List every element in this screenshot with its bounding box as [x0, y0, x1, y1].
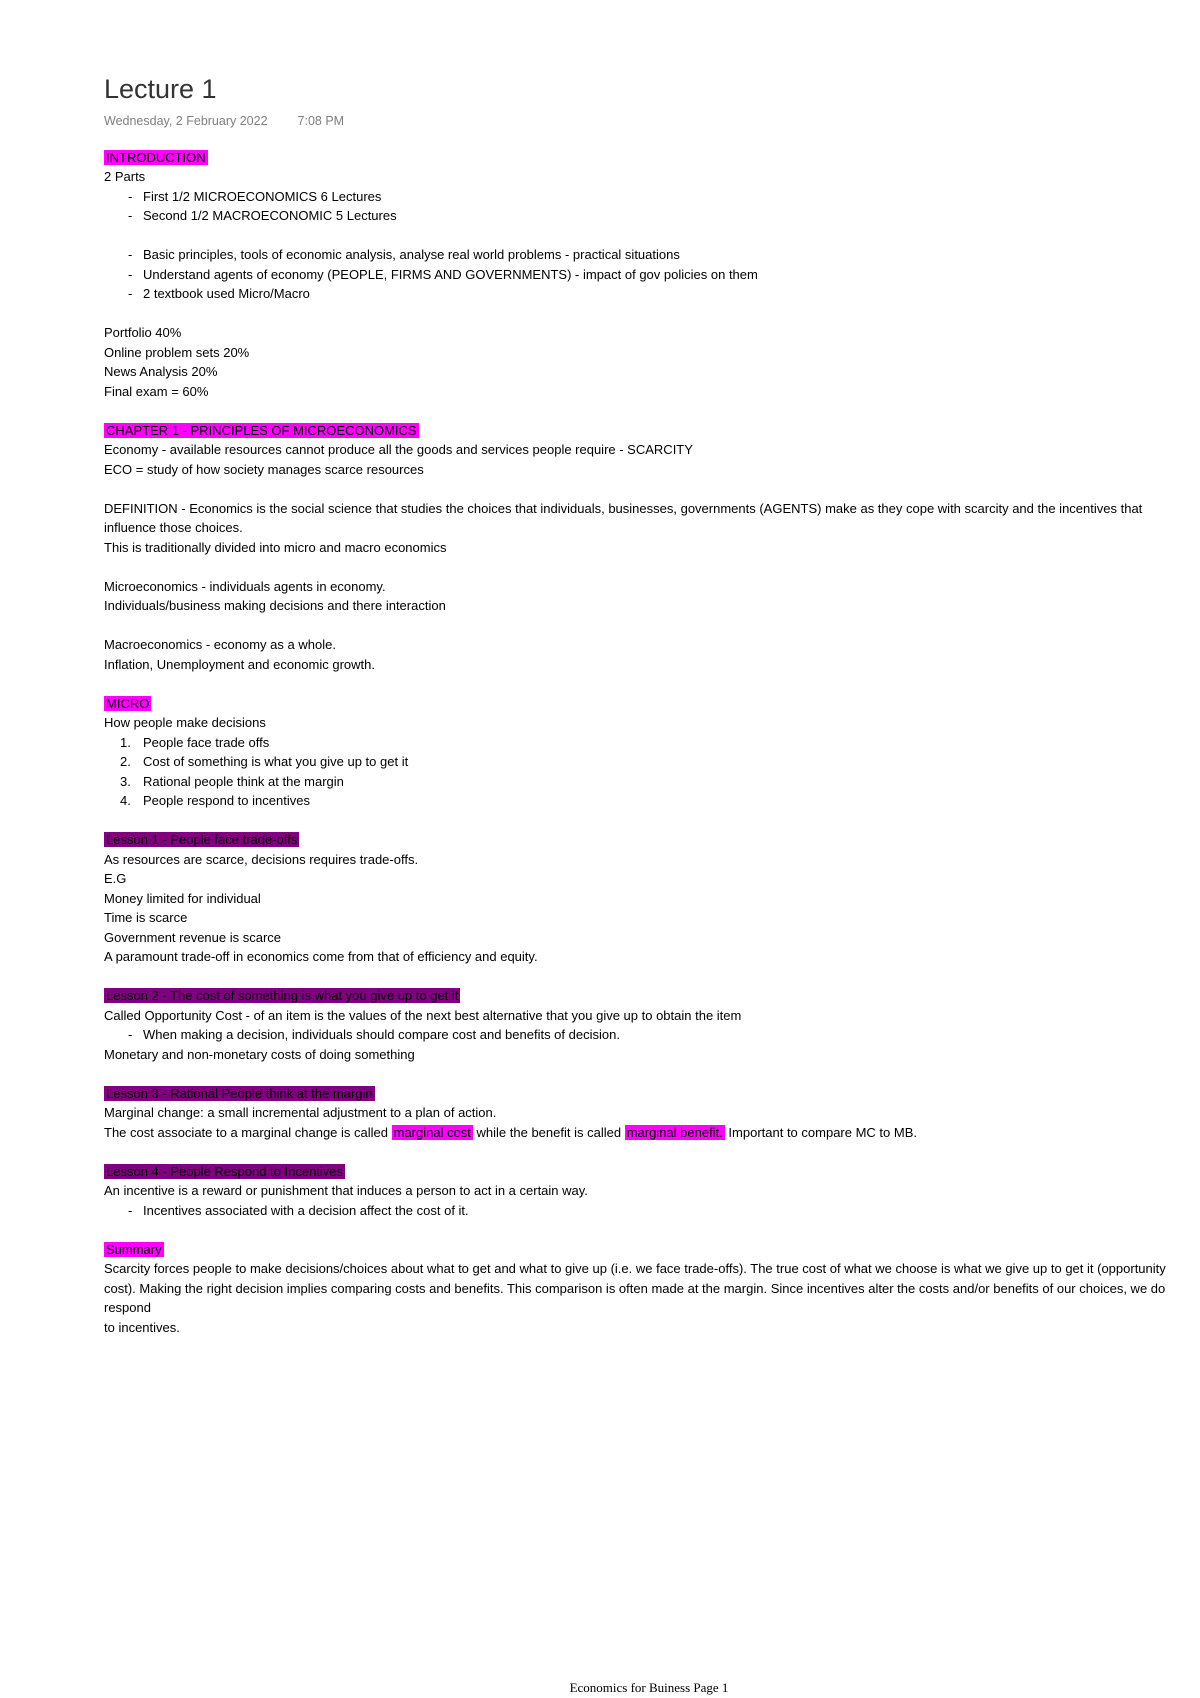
list-item: 3. Rational people think at the margin — [120, 773, 344, 789]
chapter1-line: ECO = study of how society manages scarce resources — [104, 461, 424, 477]
list-item: 1. People face trade offs — [120, 734, 270, 750]
lesson1-line: Time is scarce — [104, 910, 188, 925]
list-item: - Basic principles, tools of economic analysis, analyse real world problems - practical situations — [104, 245, 1194, 265]
page-date: Wednesday, 2 February 2022 — [104, 114, 268, 128]
micro-principles-list — [104, 733, 1194, 811]
division-line: This is traditionally divided into micro and macro economics — [104, 539, 447, 555]
chapter1-line: Economy - available resources cannot produce all the goods and services people require - SCARCITY — [104, 442, 693, 457]
list-item: - Understand agents of economy (PEOPLE, FIRMS AND GOVERNMENTS) - impact of gov policies on them — [104, 265, 1194, 285]
lesson2-bullets — [104, 1025, 1194, 1045]
intro-heading-row — [104, 148, 1194, 168]
list-item: 4. People respond to incentives — [120, 793, 310, 808]
summary-paragraph: Scarcity forces people to make decisions/choices about what to get and what to give up (i.e. we face trade-offs). The true cost of what we choose is what we give up to get it (opportunity cost). Making the right decision implies comparing costs and benefits. This comparison is often made at the margin. Since incentives alter the costs and/or benefits of our choices, we do respond — [104, 1261, 1166, 1315]
list-item: - Second 1/2 MACROECONOMIC 5 Lectures — [104, 206, 1194, 226]
list-item: 2. Cost of something is what you give up to get it — [120, 754, 409, 769]
intro-bullets-1 — [104, 187, 1194, 226]
lesson3-line: Marginal change: a small incremental adjustment to a plan of action. — [104, 1105, 497, 1120]
list-item: - When making a decision, individuals should compare cost and benefits of decision. — [104, 1025, 1194, 1045]
lesson4-line: An incentive is a reward or punishment that induces a person to act in a certain way. — [104, 1183, 588, 1198]
lesson1-line: As resources are scarce, decisions requires trade-offs. — [104, 851, 419, 867]
intro-bullets-2 — [104, 245, 1194, 304]
summary-heading-row — [104, 1240, 1194, 1260]
note-page — [104, 72, 1194, 1695]
lesson1-line: Government revenue is scarce — [104, 929, 282, 945]
micro-heading-row — [104, 694, 1194, 714]
lesson2-heading: Lesson 2 - The cost of something is what you give up to get it — [106, 988, 459, 1003]
list-item: - First 1/2 MICROECONOMICS 6 Lectures — [104, 187, 1194, 207]
marginal-cost-highlight: marginal cost — [393, 1124, 471, 1140]
list-item: - 2 textbook used Micro/Macro — [104, 284, 1194, 304]
lesson1-line: Money limited for individual — [104, 890, 261, 906]
micro-definition-line: Individuals/business making decisions and there interaction — [104, 598, 446, 613]
summary-tail: to incentives. — [104, 1319, 180, 1335]
macro-definition-line: Inflation, Unemployment and economic growth. — [104, 656, 375, 672]
assessment-line: Online problem sets 20% — [104, 344, 250, 360]
chapter1-heading-row — [104, 421, 1194, 441]
marginal-benefit-highlight: marginal benefit. — [626, 1124, 723, 1140]
page-time: 7:08 PM — [297, 114, 345, 128]
intro-heading: INTRODUCTION — [106, 149, 206, 165]
macro-definition-line: Macroeconomics - economy as a whole. — [104, 637, 336, 652]
lesson2-line: Monetary and non-monetary costs of doing something — [104, 1046, 415, 1062]
list-item: - Incentives associated with a decision affect the cost of it. — [104, 1201, 1194, 1221]
micro-intro: How people make decisions — [104, 715, 266, 730]
lesson4-bullets — [104, 1201, 1194, 1221]
lesson3-heading-row — [104, 1084, 1194, 1104]
lesson1-heading-row — [104, 830, 1194, 850]
page-footer: Economics for Buiness Page 1 — [569, 1680, 729, 1695]
lesson2-line: Called Opportunity Cost - of an item is the values of the next best alternative that you give up to obtain the item — [104, 1007, 742, 1023]
lesson2-heading-row — [104, 986, 1194, 1006]
assessment-line: Portfolio 40% — [104, 325, 182, 340]
micro-definition-line: Microeconomics - individuals agents in economy. — [104, 578, 386, 594]
lesson4-heading: Lesson 4 - People Respond to Incentives — [106, 1163, 344, 1179]
micro-heading: MICRO — [106, 695, 150, 711]
page-timestamp — [104, 112, 1194, 132]
lesson1-line: A paramount trade-off in economics come from that of efficiency and equity. — [104, 949, 538, 964]
intro-parts: 2 Parts — [104, 169, 146, 184]
summary-heading: Summary — [106, 1241, 162, 1257]
lesson3-heading: Lesson 3 - Rational People think at the margin — [106, 1085, 373, 1101]
definition-paragraph: DEFINITION - Economics is the social science that studies the choices that individuals, businesses, governments (AGENTS) make as they cope with scarcity and the incentives that influence those choices. — [104, 500, 1143, 535]
page-title: Lecture 1 — [104, 74, 217, 104]
assessment-line: News Analysis 20% — [104, 364, 218, 379]
chapter1-heading: CHAPTER 1 - PRINCIPLES OF MICROECONOMICS — [106, 422, 417, 438]
lesson1-line: E.G — [104, 871, 127, 886]
lesson4-heading-row — [104, 1162, 1194, 1182]
lesson1-heading: Lesson 1 - People face trade-offs — [106, 832, 298, 847]
lesson3-marginal-line: The cost associate to a marginal change is called marginal cost while the benefit is called marginal benefit. Important to compare MC to MB. — [104, 1124, 917, 1140]
assessment-line: Final exam = 60% — [104, 383, 209, 399]
